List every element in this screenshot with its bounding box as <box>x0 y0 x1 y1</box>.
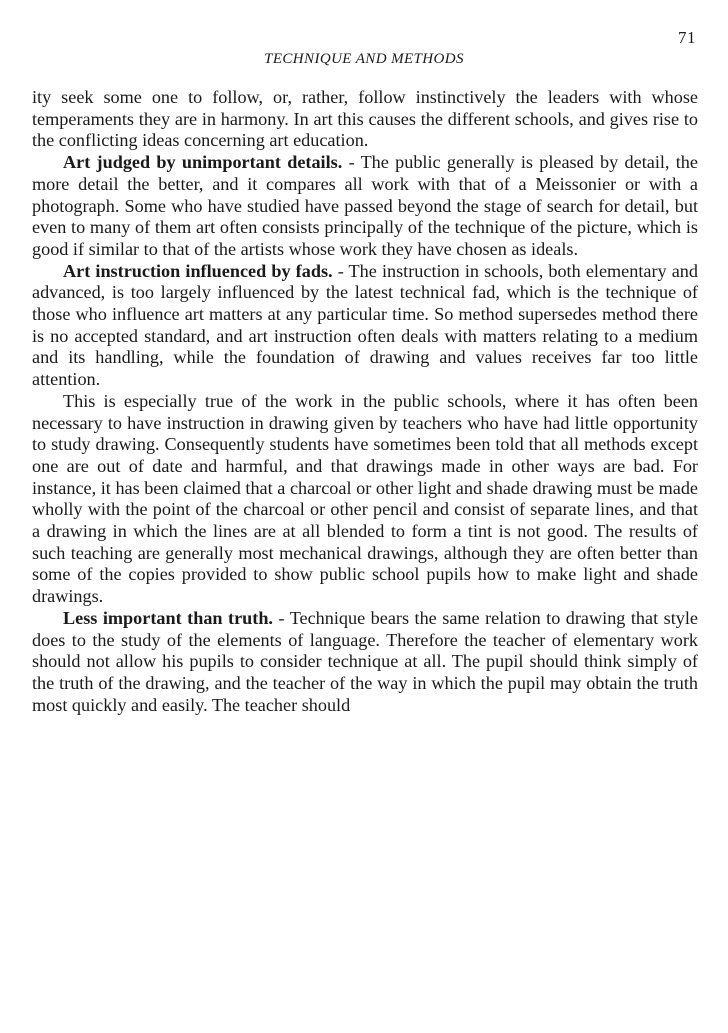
paragraph-art-instruction <box>32 261 698 391</box>
paragraph-text: This is especially true of the work in the public schools, where it has often been necessary to have instruction in drawing given by teachers who have had little opportunity to study drawing. Consequently students have sometimes been told that all methods except one are out of date and harmful, and that drawings made in other ways are bad. For instance, it has been claimed that a charcoal or other light and shade drawing must be made wholly with the point of the charcoal or other pencil and consist of separate lines, and that a drawing in which the lines are at all blended to form a tint is not good. The results of such teaching are generally most mechanical drawings, although they are often better than some of the copies provided to show public school pupils how to make light and shade drawings. <box>32 390 698 607</box>
paragraph-text: - The public generally is pleased by detail, the more detail the better, and it compares all work with that of a Meissonier or with a photograph. Some who have studied have passed beyond the stage of search for detail, but even to many of them art often consists principally of the technique of the picture, which is good if similar to that of the artists whose work they have chosen as ideals. <box>32 152 698 259</box>
paragraph-text: ity seek some one to follow, or, rather, follow instinctively the leaders with whose temperaments they are in harmony. In art this causes the different schools, and gives rise to the conflicting ideas concerning art education. <box>32 87 698 151</box>
running-head: TECHNIQUE AND METHODS <box>264 51 464 67</box>
page-number: 71 <box>678 28 696 47</box>
paragraph-public-schools <box>32 391 698 608</box>
paragraph-text: - The instruction in schools, both elementary and advanced, is too largely influenced by the latest technical fad, which is the technique of those who influence art matters at any particular time. So method supersedes method there is no accepted standard, and art instruction often deals with matters relating to a medium and its handling, while the foundation of drawing and values receives far too little attention. <box>32 260 698 390</box>
paragraph-continuation <box>32 87 698 152</box>
body-text <box>32 87 698 716</box>
paragraph-less-important <box>32 608 698 717</box>
paragraph-heading: Art judged by unimportant details. <box>63 152 343 173</box>
paragraph-heading: Less important than truth. <box>63 607 273 628</box>
paragraph-heading: Art instruction influenced by fads. <box>63 260 333 281</box>
paragraph-art-judged <box>32 152 698 261</box>
paragraph-text: - Technique bears the same relation to drawing that style does to the study of the elements of language. Therefore the teacher of elementary work should not allow his pupils to consider technique at all. The pupil should think simply of the truth of the drawing, and the teacher of the way in which the pupil may obtain the truth most quickly and easily. The teacher should <box>32 607 698 715</box>
